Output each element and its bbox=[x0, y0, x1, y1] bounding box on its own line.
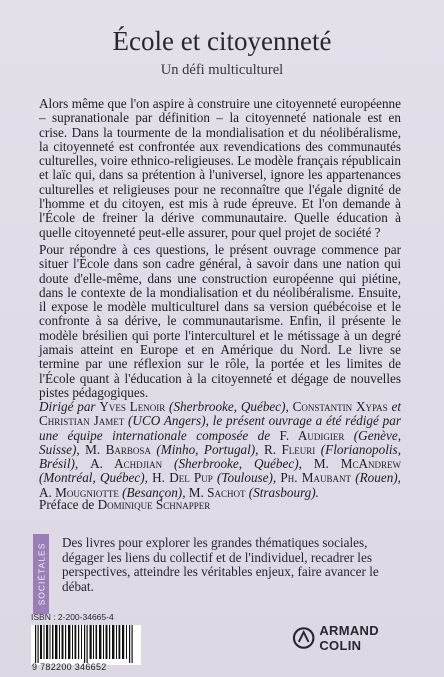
credits-author-name: Yves Lenoir bbox=[99, 399, 166, 414]
credits-author-name: F. Audigier bbox=[279, 427, 345, 443]
credits-text: (Strasbourg). bbox=[245, 484, 319, 500]
credits-paragraph bbox=[39, 400, 401, 500]
barcode-icon bbox=[31, 625, 141, 665]
preface-label: Préface de bbox=[39, 497, 98, 512]
preface-line bbox=[39, 498, 401, 512]
credits-author-name: H. Del Pup bbox=[152, 470, 213, 486]
credits-author-name: A. Mougniotte bbox=[39, 484, 119, 500]
isbn-text: ISBN : 2-200-34665-4 bbox=[31, 612, 114, 622]
series-label: SOCIÉTALES bbox=[36, 542, 46, 606]
credits-author-name: Ph. Maubant bbox=[280, 470, 351, 486]
credits-author-name: M. McAndrew bbox=[313, 456, 401, 472]
preface-author: Dominique Schnapper bbox=[97, 497, 211, 512]
publisher-emblem-icon bbox=[292, 626, 315, 650]
credits-author-name: M. Barbosa bbox=[85, 441, 151, 457]
book-title: École et citoyenneté bbox=[112, 26, 332, 56]
publisher-logo bbox=[292, 623, 422, 653]
credits-text: (Sherbrooke, Québec), bbox=[162, 456, 314, 472]
credits-text: (Toulouse), bbox=[212, 470, 281, 486]
credits-text: (Genève, Suisse), bbox=[39, 427, 402, 457]
publisher-name: ARMAND COLIN bbox=[319, 623, 379, 653]
credits-author-name: A. Achdjian bbox=[90, 456, 163, 472]
credits-author-name: Constantin Xypas bbox=[292, 399, 388, 414]
credits-text: Dirigé par bbox=[39, 399, 100, 414]
book-subtitle: Un défi multiculturel bbox=[160, 62, 284, 78]
credits-author-name: Christian Jamet bbox=[39, 413, 125, 429]
credits-text: (Minho, Portugal), bbox=[150, 441, 264, 457]
summary-paragraph-1: Alors même que l'on aspire à construire une citoyenneté européenne – supranationale par définition – la citoyenneté nationale est en crise. Dans la tourmente de la mondialisation et du néolibéralisme, la citoyenneté est confrontée aux revendications des communautés culturelles, voire ethnico-religieuses. Le modèle français républicain et laïc qui, dans sa prétention à l'universel, ignore les appartenances culturelles et religieuses pour ne reconnaître que l'égale dignité de l'homme et du citoyen, est mis à rude épreuve. Et l'on demande à l'École de freiner la dérive communautaire. Quelle éducation à quelle citoyenneté peut-elle assurer, pour quel projet de société ? bbox=[39, 96, 401, 240]
series-blurb: Des livres pour explorer les grandes thématiques sociales, dégager les liens du collectif et de l'individuel, recadrer les perspectives, atteindre les véritables enjeux, faire avancer le débat. bbox=[62, 535, 379, 594]
credits-text: et bbox=[387, 399, 402, 414]
credits-text: (Rouen), bbox=[351, 470, 401, 486]
credits-author-name: M. Sachot bbox=[188, 484, 246, 500]
credits-text: (Sherbrooke, Québec), bbox=[165, 399, 293, 414]
credits-text: (Florianopolis, Brésil), bbox=[39, 441, 401, 472]
credits-text: (Montréal, Québec), bbox=[39, 470, 153, 486]
credits-author-name: R. Fleuri bbox=[263, 441, 316, 457]
summary-paragraph-2: Pour répondre à ces questions, le présent ouvrage commence par situer l'École dans son cadre général, à savoir dans une nation qui doute d'elle-même, dans une construction européenne qui piétine, dans le contexte de la mondialisation et du néolibéralisme. Ensuite, il expose le modèle multiculturel dans sa version québécoise et le confronte à sa dérive, le communautarisme. Enfin, il présente le modèle brésilien qui porte l'interculturel et le métissage à un degré jamais atteint en Europe et en Amérique du Nord. Le livre se termine par une réflexion sur le rôle, la portée et les limites de l'École quant à l'éducation à la citoyenneté et dégage de nouvelles pistes pédagogiques. bbox=[39, 242, 401, 400]
series-label-box bbox=[33, 534, 49, 614]
barcode-digits: 9 782200 346652 bbox=[32, 662, 107, 672]
credits-text: (UCO Angers), le présent ouvrage a été rédigé par une équipe internationale composée de bbox=[39, 413, 401, 443]
credits-text: (Besançon), bbox=[118, 484, 189, 500]
